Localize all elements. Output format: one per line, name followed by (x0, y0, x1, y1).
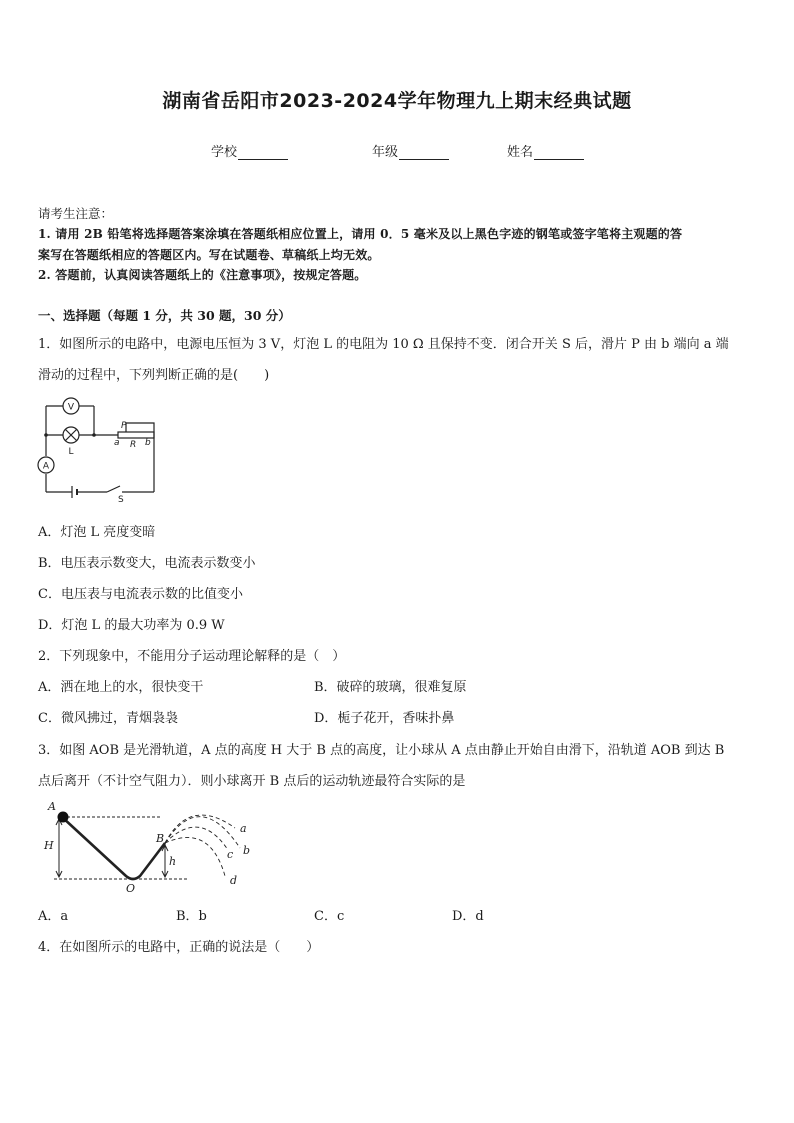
q1-option-d[interactable]: D．灯泡 L 的最大功率为 0.9 W (38, 618, 225, 633)
ball-at-a (58, 812, 69, 823)
section-heading: 一、选择题（每题 1 分，共 30 题，30 分） (38, 308, 291, 323)
trajectory-a-label: a (240, 822, 247, 835)
name-label: 姓名 (507, 145, 534, 160)
end-b-label: b (145, 438, 151, 448)
q2-option-d[interactable]: D．栀子花开，香味扑鼻 (314, 711, 455, 726)
q3-stem-line-2: 点后离开（不计空气阻力）．则小球离开 B 点后的运动轨迹最符合实际的是 (38, 774, 466, 789)
school-label: 学校 (211, 145, 238, 160)
q2-stem: 2．下列现象中，不能用分子运动理论解释的是（ ） (38, 649, 346, 664)
voltmeter-label: V (67, 402, 75, 413)
notice-item-1-line-2: 案写在答题纸相应的答题区内。写在试题卷、草稿纸上均无效。 (38, 248, 380, 262)
q1-circuit-diagram (34, 394, 164, 502)
q2-option-b[interactable]: B．破碎的玻璃，很难复原 (314, 680, 467, 695)
trajectory-c-label: c (227, 848, 234, 861)
height-h-big-label: H (44, 839, 54, 852)
q1-option-a[interactable]: A．灯泡 L 亮度变暗 (38, 525, 156, 540)
q3-stem-line-1: 3．如图 AOB 是光滑轨道，A 点的高度 H 大于 B 点的高度，让小球从 A 点由静止开始自由滑下，沿轨道 AOB 到达 B (38, 743, 725, 758)
point-a-label: A (48, 800, 56, 813)
q3-track-diagram (40, 798, 260, 894)
q3-option-a[interactable]: A．a (38, 909, 69, 924)
q3-option-d[interactable]: D．d (452, 909, 484, 924)
point-o-label: O (126, 882, 136, 894)
end-a-label: a (114, 438, 120, 448)
page-title: 湖南省岳阳市2023-2024学年物理九上期末经典试题 (162, 90, 632, 112)
school-field (211, 141, 288, 160)
q1-stem-line-2: 滑动的过程中，下列判断正确的是( ) (38, 368, 270, 383)
q2-option-c[interactable]: C．微风拂过，青烟袅袅 (38, 711, 178, 726)
notice-item-2: 2. 答题前，认真阅读答题纸上的《注意事项》，按规定答题。 (38, 268, 367, 282)
junction-mid-dot (92, 433, 96, 437)
notice-heading: 请考生注意： (38, 206, 114, 221)
grade-blank (399, 146, 449, 160)
trajectory-b-label: b (243, 844, 251, 857)
q1-stem-line-1: 1．如图所示的电路中，电源电压恒为 3 V，灯泡 L 的电阻为 10 Ω 且保持不变．闭合开关 S 后，滑片 P 由 b 端向 a 端 (38, 337, 729, 352)
notice-item-1-line-1: 1. 请用 2B 铅笔将选择题答案涂填在答题纸相应位置上，请用 0．5 毫米及以上黑色字迹的钢笔或签字笔将主观题的答 (38, 227, 683, 241)
height-h-small-label: h (169, 855, 177, 868)
q2-option-a[interactable]: A．洒在地上的水，很快变干 (38, 680, 204, 695)
grade-label: 年级 (372, 145, 399, 160)
school-blank (238, 146, 288, 160)
q1-option-c[interactable]: C．电压表与电流表示数的比值变小 (38, 587, 243, 602)
switch-label: S (118, 495, 124, 502)
name-blank (534, 146, 584, 160)
name-field (507, 141, 584, 160)
lamp-label: L (68, 447, 74, 457)
q4-stem: 4．在如图所示的电路中，正确的说法是（ ） (38, 940, 320, 955)
ammeter-label: A (42, 461, 50, 472)
grade-field (372, 141, 449, 160)
q1-option-b[interactable]: B．电压表示数变大，电流表示数变小 (38, 556, 256, 571)
q3-option-b[interactable]: B．b (176, 909, 207, 924)
point-b-label: B (156, 832, 165, 845)
slider-p-label: P (121, 421, 127, 431)
junction-left-dot (44, 433, 48, 437)
trajectory-d-label: d (230, 874, 238, 887)
resistor-r-label: R (130, 440, 137, 450)
q3-option-c[interactable]: C．c (314, 909, 345, 924)
